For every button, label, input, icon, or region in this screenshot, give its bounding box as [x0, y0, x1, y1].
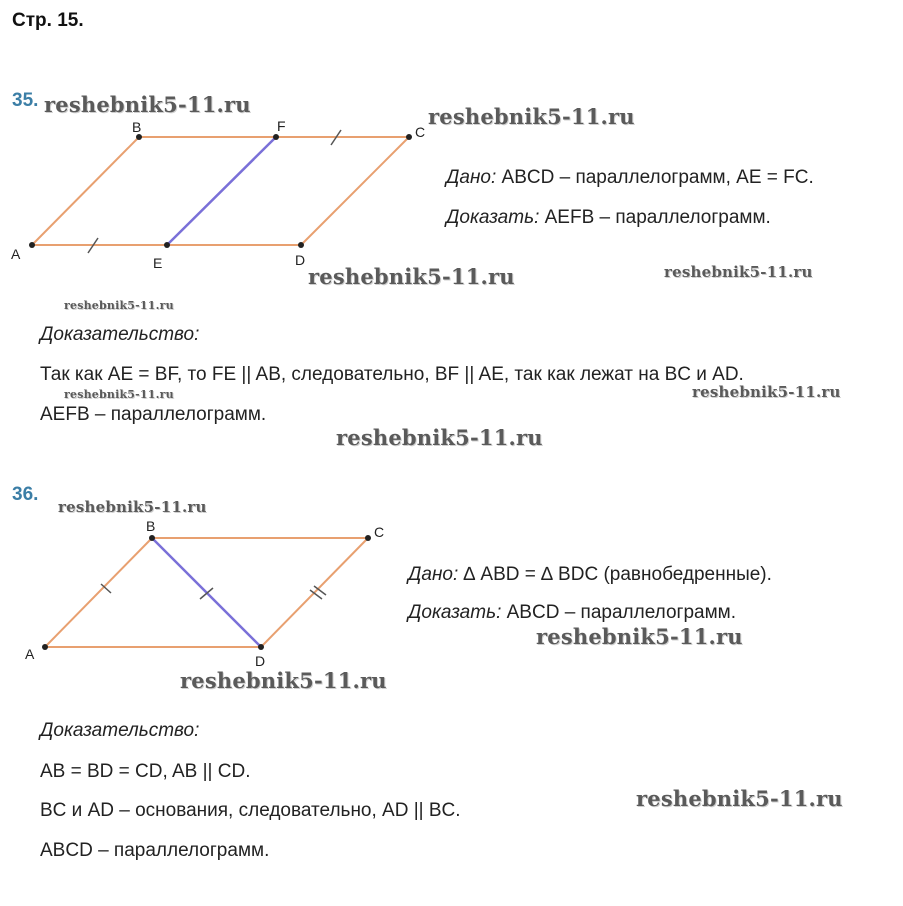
given-label-36: Дано:	[408, 564, 459, 585]
label-a-36: A	[25, 646, 35, 662]
watermark: reshebnik5-11.ru	[692, 383, 841, 401]
problem-35-number: 35.	[12, 90, 39, 111]
label-c: C	[415, 124, 426, 140]
point-d-36	[258, 644, 264, 650]
given-text: ABCD – параллелограмм, AE = FC.	[496, 167, 814, 188]
point-e	[164, 242, 170, 248]
side-ab-36	[45, 538, 152, 647]
label-f: F	[277, 118, 286, 134]
problem-36-proof-line-2: BC и AD – основания, следовательно, AD || BC.	[40, 800, 461, 821]
watermark: reshebnik5-11.ru	[536, 624, 743, 649]
prove-text: AEFB – параллелограмм.	[539, 207, 771, 228]
watermark: reshebnik5-11.ru	[58, 498, 207, 516]
point-b-36	[149, 535, 155, 541]
problem-36-proof-line-3: ABCD – параллелограмм.	[40, 840, 270, 861]
point-c	[406, 134, 412, 140]
problem-35-proof-line-1: Так как AE = BF, то FE || AB, следовательно, BF || AE, так как лежат на BC и AD.	[40, 364, 744, 385]
label-b-36: B	[146, 518, 156, 534]
point-f	[273, 134, 279, 140]
point-d	[298, 242, 304, 248]
watermark: reshebnik5-11.ru	[64, 299, 174, 312]
label-d: D	[295, 252, 306, 268]
label-c-36: C	[374, 524, 385, 540]
side-cd	[301, 137, 409, 245]
problem-36-number: 36.	[12, 484, 39, 505]
problem-35-prove	[446, 207, 771, 229]
problem-36-proof-line-1: AB = BD = CD, AB || CD.	[40, 761, 251, 782]
label-e: E	[153, 255, 163, 271]
watermark: reshebnik5-11.ru	[64, 388, 174, 401]
prove-label-36: Доказать:	[408, 602, 502, 623]
problem-35-proof-line-2: AEFB – параллелограмм.	[40, 404, 267, 425]
watermark: reshebnik5-11.ru	[636, 786, 843, 811]
segment-ef	[167, 137, 276, 245]
prove-label: Доказать:	[446, 207, 540, 228]
point-a	[29, 242, 35, 248]
label-b: B	[132, 119, 142, 135]
prove-text-36: ABCD – параллелограмм.	[501, 602, 736, 623]
problem-35-given	[446, 167, 814, 189]
watermark: reshebnik5-11.ru	[44, 92, 251, 117]
watermark: reshebnik5-11.ru	[336, 425, 543, 450]
label-a: A	[11, 246, 21, 262]
problem-36-proof-heading: Доказательство:	[40, 720, 200, 741]
watermark: reshebnik5-11.ru	[308, 264, 515, 289]
page-header: Стр. 15.	[12, 10, 84, 31]
point-a-36	[42, 644, 48, 650]
side-ab	[32, 137, 139, 245]
given-text-36: ∆ ABD = ∆ BDC (равнобедренные).	[458, 564, 772, 585]
given-label: Дано:	[446, 167, 497, 188]
diagonal-bd	[152, 538, 261, 647]
problem-36-given	[408, 564, 772, 586]
problem-35-proof-heading: Доказательство:	[40, 324, 200, 345]
point-c-36	[365, 535, 371, 541]
problem-36-prove	[408, 602, 736, 624]
watermark: reshebnik5-11.ru	[428, 104, 635, 129]
watermark: reshebnik5-11.ru	[664, 263, 813, 281]
watermark: reshebnik5-11.ru	[180, 668, 387, 693]
label-d-36: D	[255, 653, 266, 669]
